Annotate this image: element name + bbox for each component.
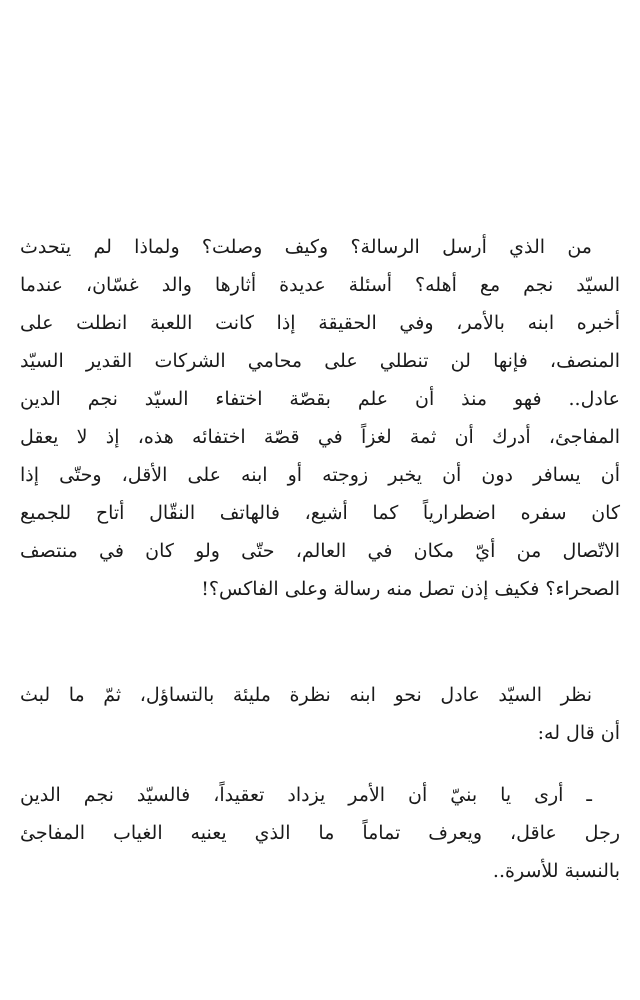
book-page	[20, 0, 620, 1000]
text-line: بالنسبة للأسرة..	[492, 860, 620, 882]
paragraph-1	[20, 228, 620, 608]
text-line: نظر السيّد عادل نحو ابنه نظرة مليئة بالتساؤل، ثمّ ما لبث	[20, 684, 592, 706]
text-line: المنصف، فإنها لن تنطلي على محامي الشركات القدير السيّد	[20, 350, 620, 372]
text-line: أن قال له:	[537, 722, 620, 744]
text-line: السيّد نجم مع أهله؟ أسئلة عديدة أثارها والد غسّان، عندما	[20, 274, 620, 296]
text-line: الصحراء؟ فكيف إذن تصل منه رسالة وعلى الفاكس؟!	[201, 578, 620, 600]
text-line: الاتّصال من أيّ مكان في العالم، حتّى ولو كان في منتصف	[20, 540, 620, 562]
text-line: ـ أرى يا بنيّ أن الأمر يزداد تعقيداً، فالسيّد نجم الدين	[20, 784, 592, 806]
text-line: رجل عاقل، ويعرف تماماً ما الذي يعنيه الغياب المفاجئ	[20, 822, 620, 844]
paragraph-2	[20, 676, 620, 752]
text-line: عادل.. فهو منذ أن علم بقصّة اختفاء السيّد نجم الدين	[20, 388, 620, 410]
text-line: كان سفره اضطرارياً كما أشيع، فالهاتف النقّال أتاح للجميع	[20, 502, 620, 524]
text-line: أن يسافر دون أن يخبر زوجته أو ابنه على الأقل، وحتّى إذا	[20, 464, 620, 486]
text-line: من الذي أرسل الرسالة؟ وكيف وصلت؟ ولماذا لم يتحدث	[20, 236, 592, 258]
text-line: المفاجئ، أدرك أن ثمة لغزاً في قصّة اختفائه هذه، إذ لا يعقل	[20, 426, 620, 448]
text-line: أخبره ابنه بالأمر، وفي الحقيقة إذا كانت اللعبة انطلت على	[20, 312, 620, 334]
paragraph-3	[20, 776, 620, 890]
